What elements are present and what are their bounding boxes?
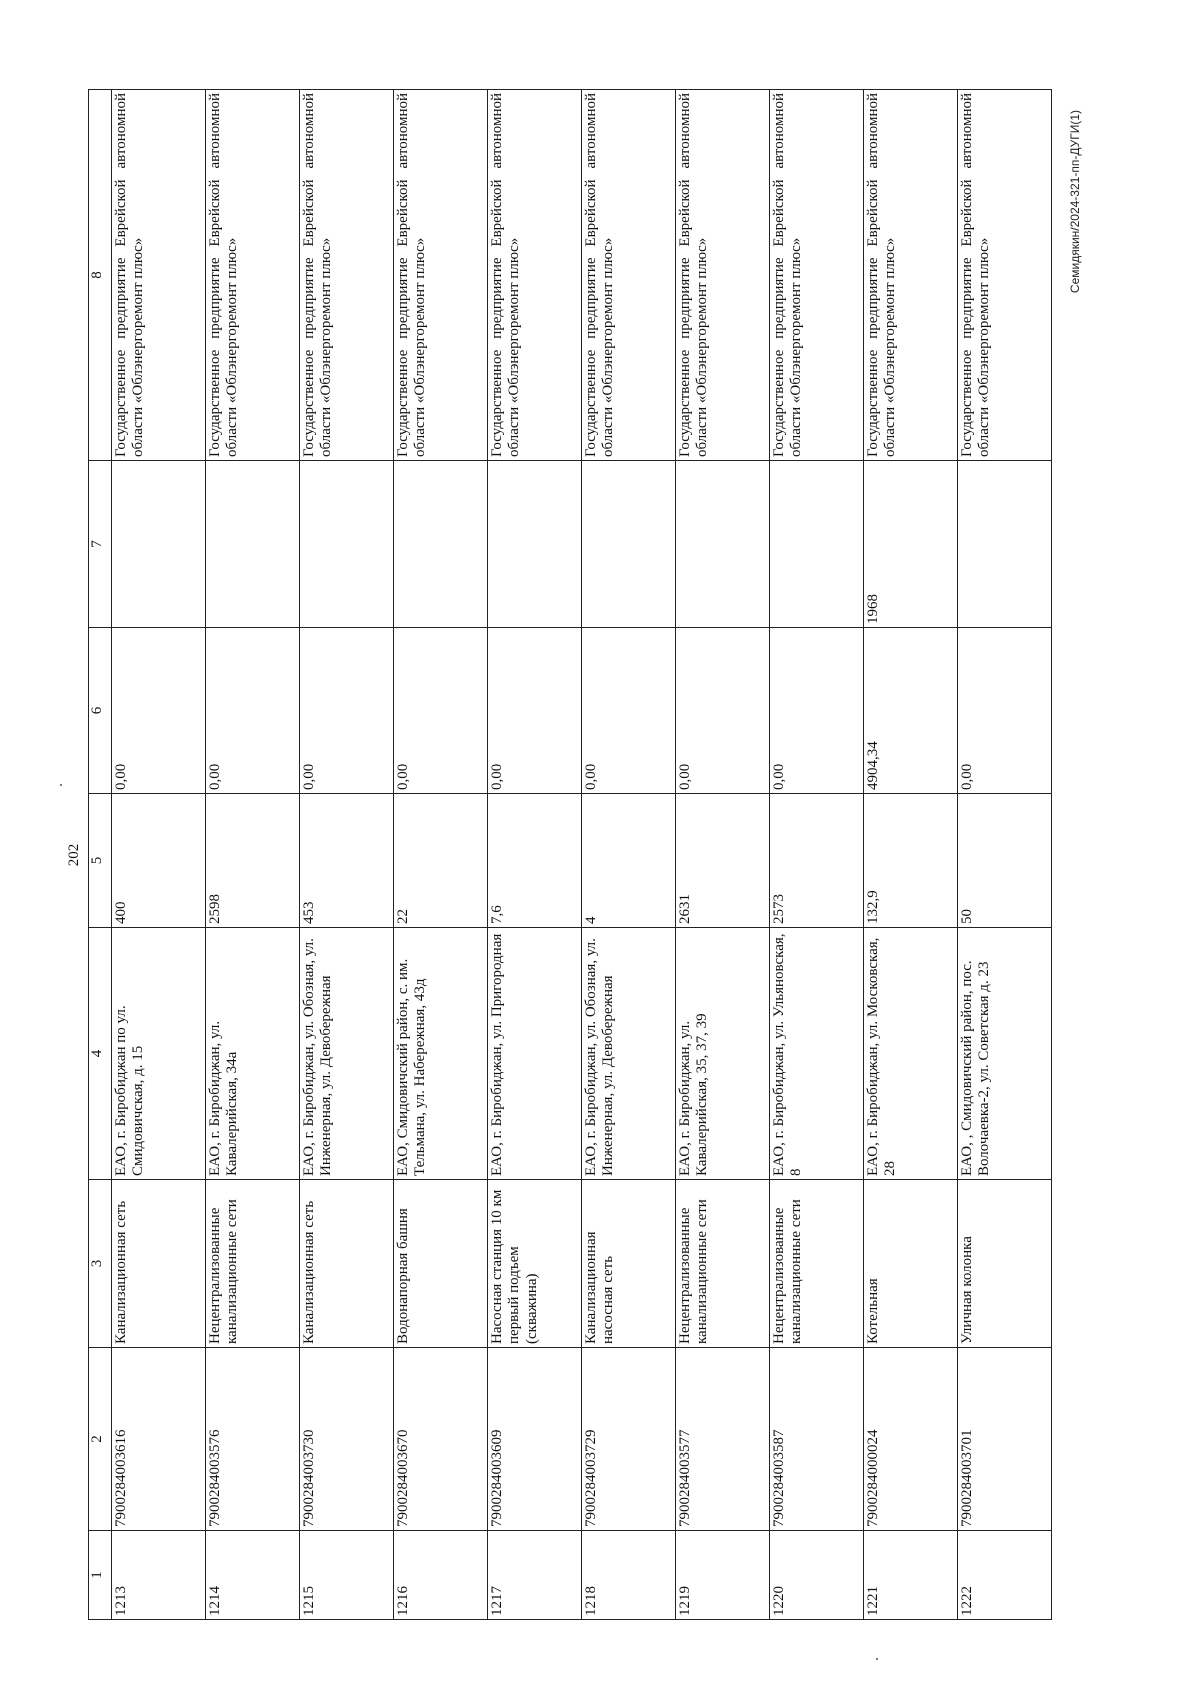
row-number: 1222	[958, 1531, 1052, 1620]
object-cost: 0,00	[394, 628, 488, 794]
object-name: Канализационная сеть	[300, 1180, 394, 1348]
object-cost: 0,00	[112, 628, 206, 794]
object-owner: Государственное предприятие Еврейской автономной области «Облэнергоремонт плюс»	[582, 90, 676, 461]
table-row	[206, 90, 300, 1620]
row-number: 1215	[300, 1531, 394, 1620]
table-row	[112, 90, 206, 1620]
header-cell: 7	[89, 461, 112, 628]
cadastral-code: 7900284003730	[300, 1348, 394, 1531]
table-row	[488, 90, 582, 1620]
cadastral-code: 7900284003670	[394, 1348, 488, 1531]
object-year	[394, 461, 488, 628]
object-cost: 4904,34	[864, 628, 958, 794]
property-register-table	[88, 89, 1052, 1620]
object-name: Насосная станция 10 км первый подъем (скважина)	[488, 1180, 582, 1348]
object-size: 453	[300, 794, 394, 928]
row-number: 1214	[206, 1531, 300, 1620]
object-owner: Государственное предприятие Еврейской автономной области «Облэнергоремонт плюс»	[958, 90, 1052, 461]
object-year	[300, 461, 394, 628]
object-cost: 0,00	[206, 628, 300, 794]
object-name: Нецентрализованные канализационные сети	[206, 1180, 300, 1348]
document-code: Семидякин/2024-321-пп-ДУГИ(1)	[1068, 110, 1082, 294]
cadastral-code: 7900284003576	[206, 1348, 300, 1531]
object-size: 2631	[676, 794, 770, 928]
object-size: 400	[112, 794, 206, 928]
cadastral-code: 7900284000024	[864, 1348, 958, 1531]
object-size: 22	[394, 794, 488, 928]
object-owner: Государственное предприятие Еврейской автономной области «Облэнергоремонт плюс»	[206, 90, 300, 461]
row-number: 1218	[582, 1531, 676, 1620]
object-address: ЕАО, г. Биробиджан, ул. Московская, 28	[864, 928, 958, 1180]
cadastral-code: 7900284003729	[582, 1348, 676, 1531]
row-number: 1219	[676, 1531, 770, 1620]
table-row	[394, 90, 488, 1620]
page-number: 202	[66, 843, 82, 867]
cadastral-code: 7900284003701	[958, 1348, 1052, 1531]
object-address: ЕАО, г. Биробиджан, ул. Пригородная	[488, 928, 582, 1180]
table-row	[676, 90, 770, 1620]
object-address: ЕАО, г. Биробиджан по ул. Смидовичская, д. 15	[112, 928, 206, 1180]
header-cell: 2	[89, 1348, 112, 1531]
table-row	[300, 90, 394, 1620]
object-name: Канализационная сеть	[112, 1180, 206, 1348]
cadastral-code: 7900284003609	[488, 1348, 582, 1531]
header-cell: 4	[89, 928, 112, 1180]
object-address: ЕАО, Смидовичский район, с. им. Тельмана, ул. Набережная, 43д	[394, 928, 488, 1180]
object-address: ЕАО, , Смидовичский район, пос. Волочаевка-2, ул. Советская д. 23	[958, 928, 1052, 1180]
object-cost: 0,00	[488, 628, 582, 794]
header-cell: 5	[89, 794, 112, 928]
object-year: 1968	[864, 461, 958, 628]
object-owner: Государственное предприятие Еврейской автономной области «Облэнергоремонт плюс»	[488, 90, 582, 461]
object-cost: 0,00	[582, 628, 676, 794]
table-row	[770, 90, 864, 1620]
object-year	[206, 461, 300, 628]
object-name: Уличная колонка	[958, 1180, 1052, 1348]
object-size: 2573	[770, 794, 864, 928]
cadastral-code: 7900284003577	[676, 1348, 770, 1531]
header-cell: 8	[89, 90, 112, 461]
scan-speck	[60, 784, 62, 786]
object-year	[488, 461, 582, 628]
object-cost: 0,00	[770, 628, 864, 794]
object-size: 4	[582, 794, 676, 928]
object-address: ЕАО, г. Биробиджан, ул. Обозная, ул. Инженерная, ул. Девобережная	[300, 928, 394, 1180]
scan-speck	[876, 1658, 878, 1660]
object-size: 132,9	[864, 794, 958, 928]
object-name: Котельная	[864, 1180, 958, 1348]
table-row	[958, 90, 1052, 1620]
cadastral-code: 7900284003587	[770, 1348, 864, 1531]
object-owner: Государственное предприятие Еврейской автономной области «Облэнергоремонт плюс»	[864, 90, 958, 461]
object-owner: Государственное предприятие Еврейской автономной области «Облэнергоремонт плюс»	[770, 90, 864, 461]
object-cost: 0,00	[958, 628, 1052, 794]
header-row	[89, 90, 112, 1620]
table-row	[582, 90, 676, 1620]
object-year	[112, 461, 206, 628]
object-owner: Государственное предприятие Еврейской автономной области «Облэнергоремонт плюс»	[676, 90, 770, 461]
object-size: 7,6	[488, 794, 582, 928]
object-name: Канализационная насосная сеть	[582, 1180, 676, 1348]
header-cell: 3	[89, 1180, 112, 1348]
object-name: Водонапорная башня	[394, 1180, 488, 1348]
object-address: ЕАО, г. Биробиджан, ул. Ульяновская, 8	[770, 928, 864, 1180]
row-number: 1221	[864, 1531, 958, 1620]
rotated-page-content	[66, 90, 1108, 1620]
object-address: ЕАО, г. Биробиджан, ул. Обозная, ул. Инженерная, ул. Девобережная	[582, 928, 676, 1180]
object-name: Нецентрализованные канализационные сети	[770, 1180, 864, 1348]
object-size: 2598	[206, 794, 300, 928]
row-number: 1213	[112, 1531, 206, 1620]
row-number: 1220	[770, 1531, 864, 1620]
object-address: ЕАО, г. Биробиджан, ул. Кавалерийская, 35, 37, 39	[676, 928, 770, 1180]
object-owner: Государственное предприятие Еврейской автономной области «Облэнергоремонт плюс»	[112, 90, 206, 461]
row-number: 1217	[488, 1531, 582, 1620]
object-year	[770, 461, 864, 628]
object-cost: 0,00	[676, 628, 770, 794]
object-year	[676, 461, 770, 628]
cadastral-code: 7900284003616	[112, 1348, 206, 1531]
table-row	[864, 90, 958, 1620]
header-cell: 6	[89, 628, 112, 794]
object-owner: Государственное предприятие Еврейской автономной области «Облэнергоремонт плюс»	[300, 90, 394, 461]
row-number: 1216	[394, 1531, 488, 1620]
header-cell: 1	[89, 1531, 112, 1620]
object-owner: Государственное предприятие Еврейской автономной области «Облэнергоремонт плюс»	[394, 90, 488, 461]
object-size: 50	[958, 794, 1052, 928]
object-year	[958, 461, 1052, 628]
object-year	[582, 461, 676, 628]
object-name: Нецентрализованные канализационные сети	[676, 1180, 770, 1348]
object-address: ЕАО, г. Биробиджан, ул. Кавалерийская, 34а	[206, 928, 300, 1180]
object-cost: 0,00	[300, 628, 394, 794]
